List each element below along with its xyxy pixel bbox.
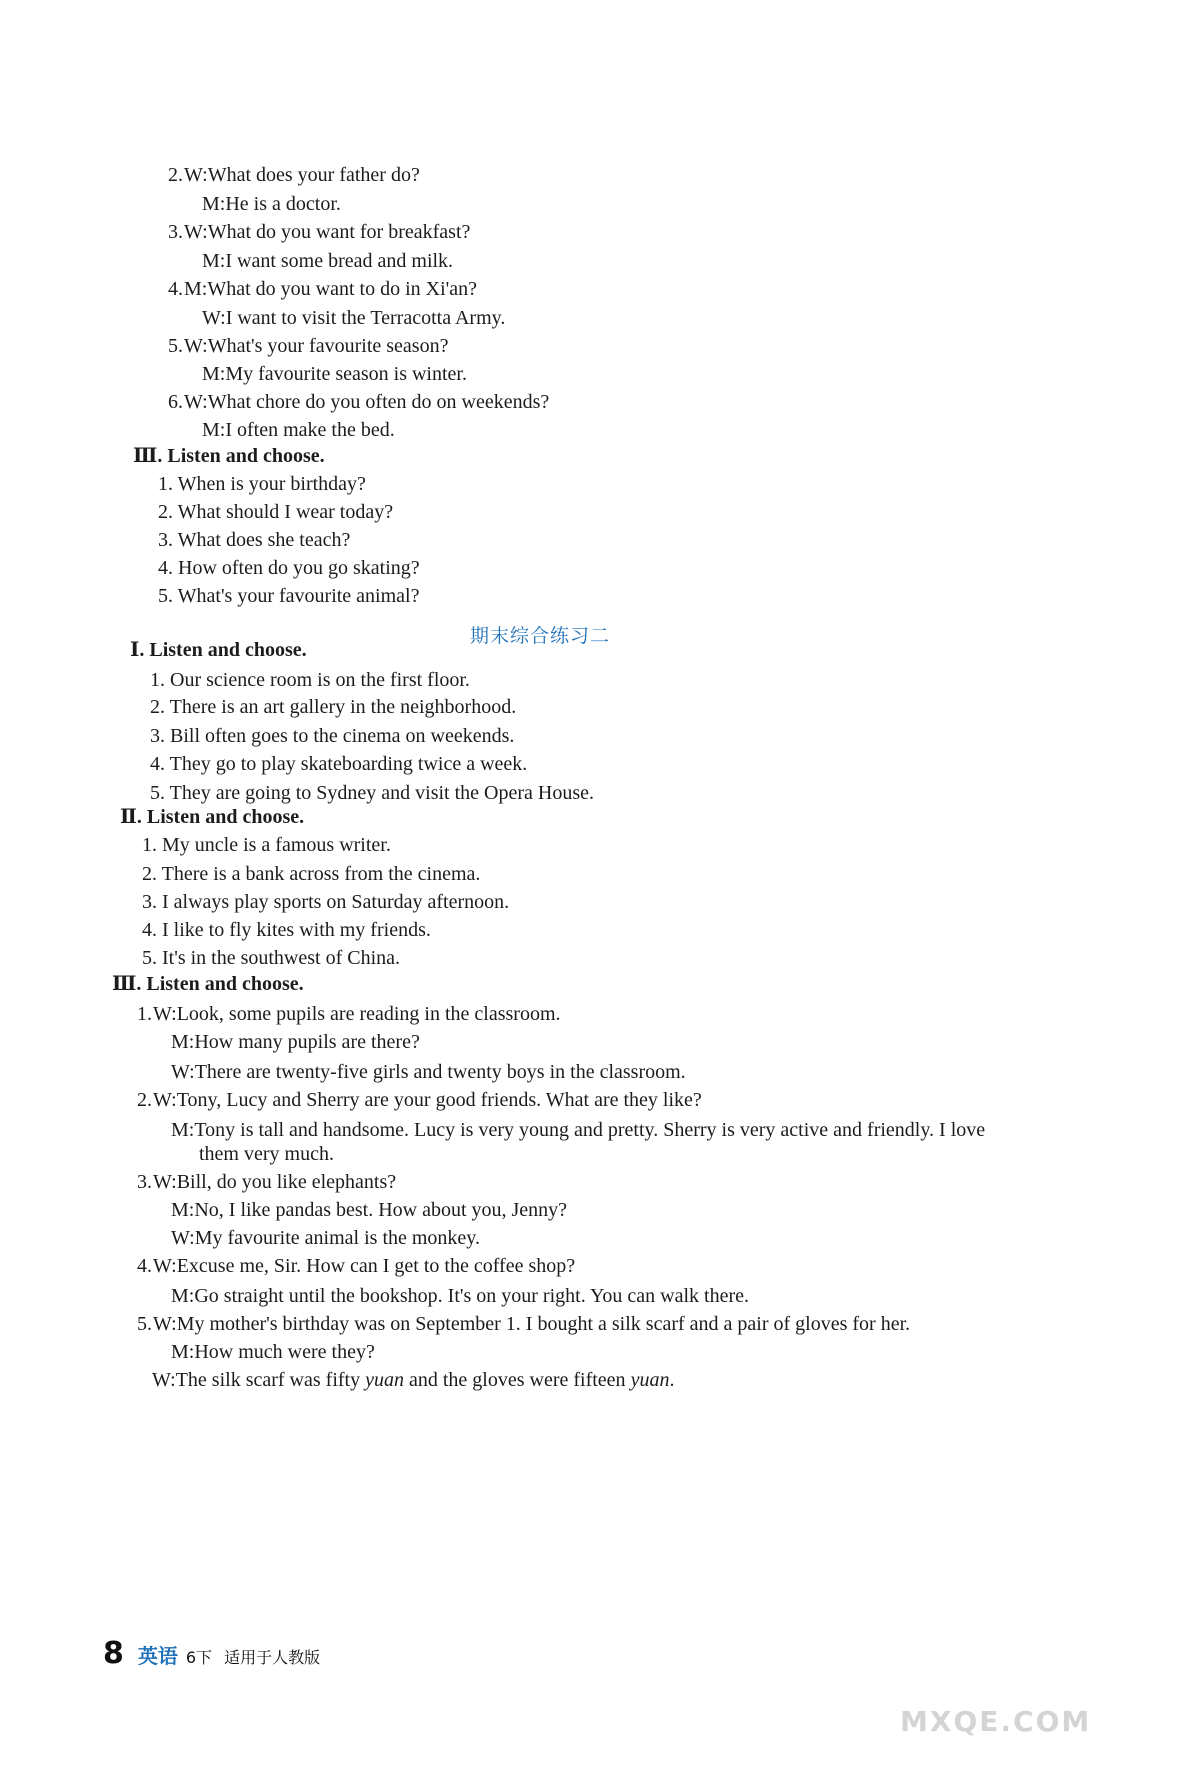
- page-number: 8: [103, 1636, 124, 1671]
- speaker-label: W:: [202, 307, 226, 329]
- dialogue-text: I want some bread and milk.: [225, 250, 454, 272]
- question-item: 5. They are going to Sydney and visit the Opera House.: [150, 782, 594, 804]
- exercise-heading: 期末综合练习二: [470, 625, 611, 647]
- dialogue-line: [168, 334, 448, 358]
- item-number: 4.: [137, 1255, 152, 1277]
- dialogue-text: How much were they?: [194, 1341, 375, 1363]
- dialogue-text: Go straight until the bookshop. It's on your right. You can walk there.: [194, 1285, 750, 1307]
- dialogue-text: What chore do you often do on weekends?: [207, 391, 550, 413]
- speaker-label: W:: [153, 1003, 177, 1025]
- dialogue-text: I often make the bed.: [225, 419, 395, 441]
- question-item: 3. Bill often goes to the cinema on weekends.: [150, 725, 515, 747]
- dialogue-line: [137, 1254, 575, 1278]
- dialogue-line: [186, 192, 341, 216]
- watermark: MXQE.COM: [900, 1705, 1092, 1738]
- question-item: 2. There is an art gallery in the neighborhood.: [150, 696, 517, 718]
- question-item: 4. They go to play skateboarding twice a week.: [150, 753, 528, 775]
- dialogue-line: [137, 1088, 702, 1112]
- currency-word: yuan: [365, 1369, 404, 1391]
- dialogue-line: [186, 249, 453, 273]
- dialogue-text: He is a doctor.: [225, 193, 341, 215]
- dialogue-text: My favourite animal is the monkey.: [194, 1227, 481, 1249]
- dialogue-text: .: [669, 1369, 675, 1391]
- dialogue-line: [137, 1170, 396, 1194]
- speaker-label: W:: [153, 1171, 177, 1193]
- speaker-label: W:: [184, 164, 208, 186]
- speaker-label: W:: [171, 1061, 195, 1083]
- speaker-label: M:: [171, 1199, 195, 1221]
- question-item: 1. My uncle is a famous writer.: [142, 834, 391, 856]
- item-number: 2.: [168, 164, 183, 186]
- question-item: 3. What does she teach?: [158, 529, 351, 551]
- dialogue-text: I want to visit the Terracotta Army.: [225, 307, 506, 329]
- dialogue-line: [155, 1198, 567, 1222]
- dialogue-line: [186, 418, 395, 442]
- dialogue-text: Bill, do you like elephants?: [176, 1171, 397, 1193]
- dialogue-line: [168, 163, 420, 187]
- dialogue-line: [155, 1030, 420, 1054]
- question-item: 3. I always play sports on Saturday afternoon.: [142, 891, 510, 913]
- dialogue-line: [155, 1118, 985, 1142]
- dialogue-line: [186, 306, 505, 330]
- section-title: Ⅲ. Listen and choose.: [112, 973, 304, 995]
- item-number: 1.: [137, 1003, 152, 1025]
- dialogue-text: My mother's birthday was on September 1. I bought a silk scarf and a pair of gloves for her.: [176, 1313, 911, 1335]
- item-number: 3.: [168, 221, 183, 243]
- dialogue-line: [137, 1312, 910, 1336]
- dialogue-line: [155, 1060, 686, 1084]
- speaker-label: M:: [202, 193, 226, 215]
- speaker-label: W:: [184, 391, 208, 413]
- question-item: 2. There is a bank across from the cinema.: [142, 863, 481, 885]
- dialogue-line: [137, 1002, 561, 1026]
- dialogue-text: What do you want for breakfast?: [207, 221, 471, 243]
- question-item: 5. It's in the southwest of China.: [142, 947, 401, 969]
- dialogue-text: What do you want to do in Xi'an?: [207, 278, 478, 300]
- dialogue-line: [155, 1226, 480, 1250]
- speaker-label: M:: [171, 1285, 195, 1307]
- item-number: 6.: [168, 391, 183, 413]
- dialogue-line: [155, 1284, 749, 1308]
- dialogue-text: There are twenty-five girls and twenty boys in the classroom.: [194, 1061, 686, 1083]
- speaker-label: W:: [184, 221, 208, 243]
- speaker-label: W:: [171, 1227, 195, 1249]
- speaker-label: M:: [171, 1341, 195, 1363]
- speaker-label: M:: [202, 250, 226, 272]
- speaker-label: W:: [153, 1089, 177, 1111]
- item-number: 4.: [168, 278, 183, 300]
- speaker-label: W:: [184, 335, 208, 357]
- dialogue-text: What does your father do?: [207, 164, 420, 186]
- speaker-label: M:: [171, 1031, 195, 1053]
- speaker-label: W:: [152, 1369, 176, 1391]
- speaker-label: M:: [202, 419, 226, 441]
- question-item: 2. What should I wear today?: [158, 501, 394, 523]
- dialogue-text: and the gloves were fifteen: [403, 1369, 631, 1391]
- dialogue-line: [168, 277, 477, 301]
- item-number: 5.: [168, 335, 183, 357]
- question-item: 4. How often do you go skating?: [158, 557, 420, 579]
- dialogue-text: How many pupils are there?: [194, 1031, 420, 1053]
- speaker-label: W:: [153, 1313, 177, 1335]
- currency-word: yuan: [630, 1369, 670, 1391]
- grade-label: 6下: [185, 1648, 213, 1667]
- dialogue-line: [168, 220, 470, 244]
- dialogue-text: them very much.: [199, 1143, 334, 1165]
- section-title: Ⅲ. Listen and choose.: [133, 445, 325, 467]
- item-number: 2.: [137, 1089, 152, 1111]
- item-number: 3.: [137, 1171, 152, 1193]
- edition-label: 适用于人教版: [224, 1648, 321, 1667]
- question-item: 1. Our science room is on the first floor.: [150, 669, 470, 691]
- speaker-label: M:: [184, 278, 208, 300]
- dialogue-line: [183, 1142, 334, 1166]
- speaker-label: W:: [153, 1255, 177, 1277]
- dialogue-line: [168, 390, 549, 414]
- dialogue-line: [186, 362, 467, 386]
- dialogue-text: Tony, Lucy and Sherry are your good friends. What are they like?: [176, 1089, 702, 1111]
- dialogue-line: [155, 1340, 375, 1364]
- dialogue-text: My favourite season is winter.: [225, 363, 467, 385]
- question-item: 1. When is your birthday?: [158, 473, 366, 495]
- dialogue-text: Tony is tall and handsome. Lucy is very young and pretty. Sherry is very active and friendly. I love: [194, 1119, 986, 1141]
- page-footer: [103, 1636, 320, 1676]
- dialogue-text: Look, some pupils are reading in the classroom.: [176, 1003, 561, 1025]
- item-number: 5.: [137, 1313, 152, 1335]
- question-item: 5. What's your favourite animal?: [158, 585, 420, 607]
- dialogue-text: No, I like pandas best. How about you, Jenny?: [194, 1199, 568, 1221]
- question-item: 4. I like to fly kites with my friends.: [142, 919, 431, 941]
- speaker-label: M:: [171, 1119, 195, 1141]
- section-title: Ⅱ. Listen and choose.: [120, 806, 305, 828]
- dialogue-line: [152, 1368, 674, 1392]
- dialogue-text: What's your favourite season?: [207, 335, 449, 357]
- section-title: Ⅰ. Listen and choose.: [130, 639, 307, 661]
- speaker-label: M:: [202, 363, 226, 385]
- dialogue-text: Excuse me, Sir. How can I get to the coffee shop?: [176, 1255, 576, 1277]
- dialogue-text: The silk scarf was fifty: [175, 1369, 366, 1391]
- subject-label: 英语: [137, 1644, 178, 1668]
